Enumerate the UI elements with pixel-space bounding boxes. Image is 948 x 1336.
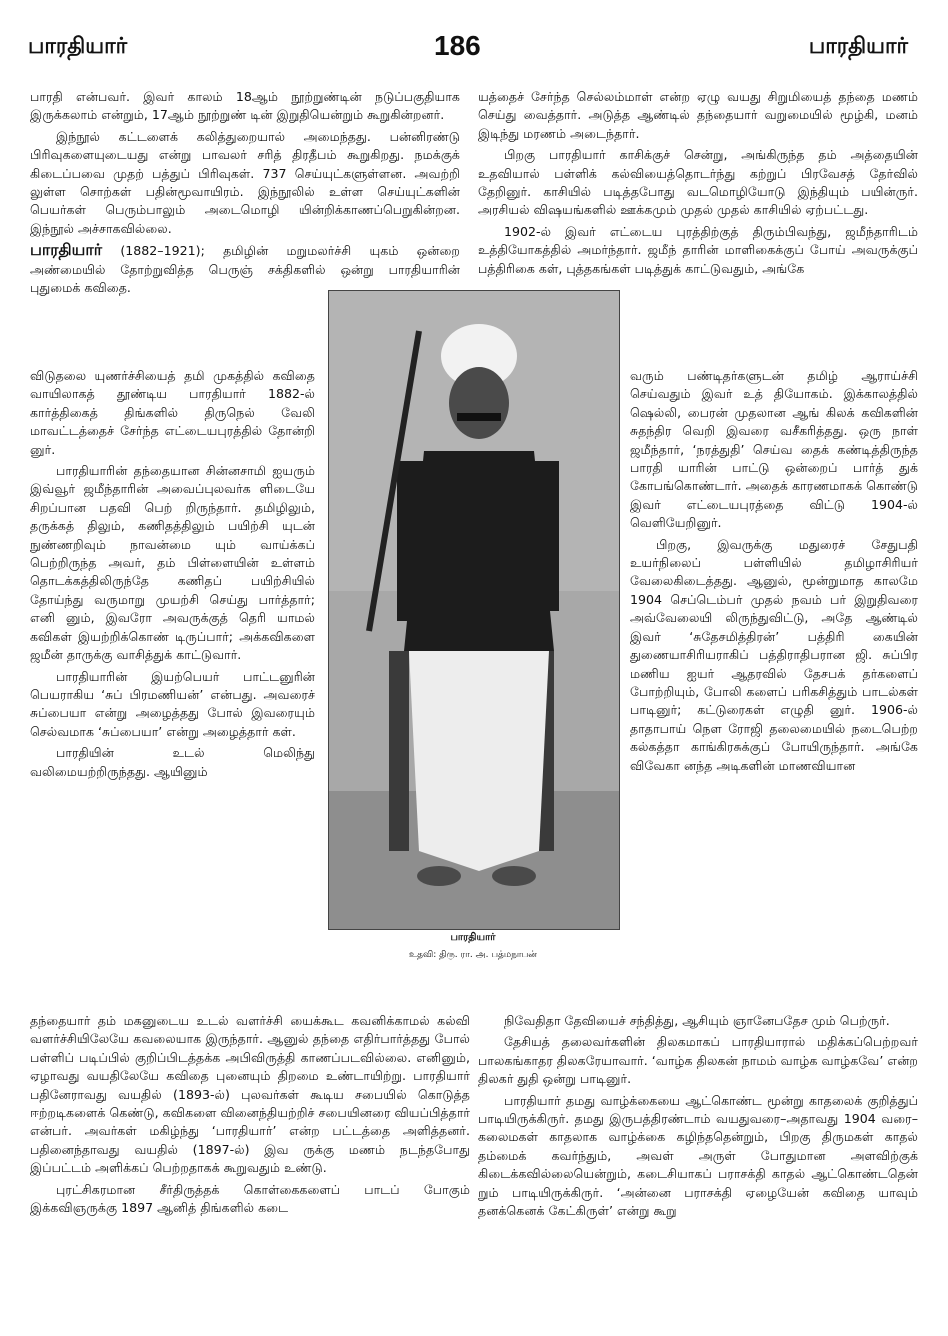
paragraph: பாரதியாரின் இயற்பெயர் பாட்டனுரின் பெயராகிய ‘சுப் பிரமணியன்’ என்பது. அவரைச் சுப்பையா என்று அழைத்தது போல் இவரையும் செல்வமாக ‘சுப்பையா’ என்று அழைத்தார் கள். [30, 668, 315, 739]
paragraph: பாரதியாரின் தந்தையான சின்னசாமி ஐயரும் இவ்வூர் ஜமீந்தாரின் அவைப்புலவர்க ளிடையே சிறப்பான பதவி பெற் றிருந்தார். தமிழிலும், தருக்கத் திலும், கணிதத்திலும் பயிற்சி யுடன் நுண்ணறிவும் நாவன்மை யும் வாய்க்கப் பெற்றிருந்த அவர், தம் பிள்ளையின் உள்ளம் தொடக்கத்திலிருந்தே கணிதப் பயிற்சியில் தோய்ந்து வருமாறு முயற்சி செய்து பார்த்தார்; எனி னும், இவரோ அவருக்குத் தெரி யாமல் கவிகள் இயற்றிக்கொண் டிருப்பார்; அக்கவிகளை ஜமீன் தாருக்கு வாசித்துக் காட்டுவார். [30, 463, 315, 663]
photo-credit: உதவி: திரு. ரா. அ. பத்மநாபன் [408, 950, 538, 960]
left-column-middle [30, 367, 315, 784]
paragraph: பாரதியின் உடல் மெலிந்து வலிமையற்றிருந்தது. ஆயினும் [30, 745, 315, 779]
paragraph: பாரதியார் தமது வாழ்க்கையை ஆட்கொண்ட மூன்று காதலைக் குறித்துப் பாடியிருக்கிருர். தமது இருபத்திரண்டாம் வயதுவரை–அதாவது 1904 வரை– கலைமகள் காதலாக வாழ்க்கை கழிந்ததென்றும், பிறகு திருமகள் காதல் தம்மைக் கவர்ந்தும், அவள் அருள் போதுமான அளவிற்குக் கிடைக்கவில்லையென்றும், கடைசியாகப் பராசக்தி காதல் ஆட்கொண்டதென் றும் பாடியிருக்கிருர். ‘அன்னை பராசக்தி ஏழையேன் கவிதை யாவும் தனக்கெனக் கேட்கிருள்’ என்று கூறு [478, 1092, 918, 1219]
paragraph: பிறகு பாரதியார் காசிக்குச் சென்று, அங்கிருந்த தம் அத்தையின் உதவியால் பள்ளிக் கல்வியைத்தொடர்ந்து கற்றுப் பிரவேசத் தேர்வில் தேறினுர். காசியில் படித்தபோது வடமொழியோடு இந்தியும் பயின்ருர். அரசியல் விஷயங்களில் ஊக்கமும் முதல் முதல் காசியில் ஏற்பட்டது. [478, 147, 918, 218]
portrait-photo [328, 290, 620, 930]
entry-first-line: தமிழின் மறுமலர்ச்சி யுகம் ஒன்றை அண்மையில் தோற்றுவித்த பெருஞ் சக்திகளில் ஒன்று பாரதியாரின் புதுமைக் கவிதை. [30, 243, 460, 296]
portrait-illustration [329, 291, 619, 929]
page-number: 186 [434, 30, 481, 61]
entry-headword: பாரதியார் [30, 240, 103, 260]
right-column-middle [630, 367, 918, 778]
paragraph: பிறகு, இவருக்கு மதுரைச் சேதுபதி உயர்நிலைப் பள்ளியில் தமிழாசிரியர் வேலைகிடைத்தது. ஆனுல், மூன்றுமாத காலமே 1904 செப்டெம்பர் முதல் நவம் பர் இறுதிவரை அவ்வேலையி லிருந்துவிட்டு, அதே ஆண்டில் இவர் ‘சுதேசமித்திரன்’ பத்திரி கையின் துணையாசிரியராகிப் பத்திராதிபரான ஜி. சுப்பிர மணிய ஐயர் ஆதரவில் தேசபக் தர்களைப் போற்றியும், போலி களைப் பரிகசித்தும் பாடல்கள் பாடினுர்; கட்டுரைகள் எழுதி னுர். 1906-ல் தாதாபாய் நௌ ரோஜி தலைமையில் நடைபெற்ற கல்கத்தா காங்கிரசுக்குப் போயிருந்தார். அங்கே விவேகா னந்த அடிகளின் மாணவியான [630, 536, 918, 773]
entry-years: (1882–1921); [120, 243, 205, 259]
bottom-left-column [30, 1012, 470, 1220]
paragraph: புரட்சிகரமான சீர்திருத்தக் கொள்கைகளைப் பாடப் போகும் இக்கவிஞருக்கு 1897 ஆனித் திங்களில் கடை [30, 1181, 470, 1216]
running-title-left: பாரதியார் [28, 34, 128, 59]
paragraph: யத்தைச் சேர்ந்த செல்லம்மாள் என்ற ஏழு வயது சிறுமியைத் தந்தை மணம் செய்து வைத்தார். அடுத்த ஆண்டில் தந்தையார் வறுமையில் மூழ்கி, மனம் இடிந்து மரணம் அடைந்தார். [478, 89, 918, 141]
paragraph: பாரதி என்பவர். இவர் காலம் 18ஆம் நூற்றுண்டின் நடுப்பகுதியாக இருக்கலாம் என்றும், 17ஆம் நூற்றுண் டின் இறுதியென்றும் கூறுகின்றனர். [30, 89, 460, 123]
paragraph: விடுதலை யுணர்ச்சியைத் தமி முகத்தில் கவிதை வாயிலாகத் தூண்டிய பாரதியார் 1882-ல் கார்த்திகைத் திங்களில் திருநெல் வேலி மாவட்டத்தைச் சேர்ந்த எட்டையபுரத்தில் தோன்றி னுர். [30, 368, 315, 457]
running-title-right: பாரதியார் [808, 34, 908, 59]
left-column-top [30, 88, 460, 300]
paragraph: 1902-ல் இவர் எட்டைய புரத்திற்குத் திரும்பிவந்து, ஜமீந்தாரிடம் உத்தியோகத்தில் அமர்ந்தார். ஜமீந் தாரின் மாளிகைக்குப் போய் அவருக்குப் பத்திரிகை கள், புத்தகங்கள் படித்துக் காட்டுவதும், அங்கே [478, 223, 918, 276]
page-header [0, 0, 948, 90]
paragraph: நிவேதிதா தேவியைச் சந்தித்து, ஆசியும் ஞானேபதேச மும் பெற்ருர். [504, 1013, 890, 1028]
paragraph: தேசியத் தலைவர்களின் திலகமாகப் பாரதியாரால் மதிக்கப்பெற்றவர் பாலகங்காதர திலகரேயாவார். ‘வாழ்க திலகன் நாமம் வாழ்க வாழ்கவே’ என்ற திலகர் துதி ஒன்று பாடினுர். [478, 1034, 918, 1087]
paragraph: தந்தையார் தம் மகனுடைய உடல் வளர்ச்சி யைக்கூட கவனிக்காமல் கல்வி வளர்ச்சியிலேயே கவலையாக இருந்தார். ஆனுல் தந்தை எதிர்பார்த்தது போல் பள்ளிப் படிப்பில் குறிப்பிடத்தக்க அபிவிருத்தி காணப்படவில்லை. எனினும், ஏழாவது வயதிலேயே கவிதை புனையும் திறமை உண்டாயிற்று. பாரதியார் பதினேராவது வயதில் (1893-ல்) புலவர்கள் கூடிய சபையில் கொடுத்த ஈற்றடிகளைக் கெண்டு, கவிகளை வினைந்தியற்றிச் சபையினரை வியப்பித்தார் என்பர். அவர்கள் மகிழ்ந்து ‘பாரதியார்’ என்ற பட்டத்தை அளித்தனர். பதினைந்தாவது வயதில் (1897-ல்) இவ ருக்கு மணம் நடந்தபோது இப்பட்டம் அளிக்கப் பெற்றதாகக் கூறுவதும் உண்டு. [30, 1013, 470, 1176]
paragraph: வரும் பண்டிதர்களுடன் தமிழ் ஆராய்ச்சி செய்வதும் இவர் உத் தியோகம். இக்காலத்தில் ஷெல்லி, பைரன் முதலான ஆங் கிலக் கவிகளின் சுதந்திர வெறி இவரை வசீகரித்தது. ஒரு நாள் ஜமீந்தார், ‘நரத்துதி’ செய்வ தைக் கண்டித்திருந்த பாரதி யாரின் பாட்டு ஒன்றைப் பார்த் துக் கோபங்கொண்டார். அதைக் காரணமாகக் கொண்டு இவர் எட்டையபுரத்தை விட்டு 1904-ல் வெளியேறினுர். [630, 368, 918, 531]
bottom-right-column [478, 1012, 918, 1223]
right-column-top [478, 88, 918, 281]
photo-caption: பாரதியார் [450, 932, 496, 943]
paragraph: இந்நூல் கட்டளைக் கலித்துறையால் அமைந்தது. பன்னிரண்டு பிரிவுகளையுடையது என்று பாவலர் சரித் திரதீபம் கூறுகிறது. நமக்குக் கிடைப்பவை முதற் பத்துப் பிரிவுகள். 737 செய்யுட்களுள்ளன. அவற்றி லுள்ள சொற்கள் பதின்மூவாயிரம். இந்நூலில் உள்ள செய்யுட்களின் பெயர்கள் பெரும்பாலும் அடைமொழி யின்றிக்காணப்பெறுகின்றன. இந்நூல் அச்சாகவில்லை. [30, 128, 460, 236]
